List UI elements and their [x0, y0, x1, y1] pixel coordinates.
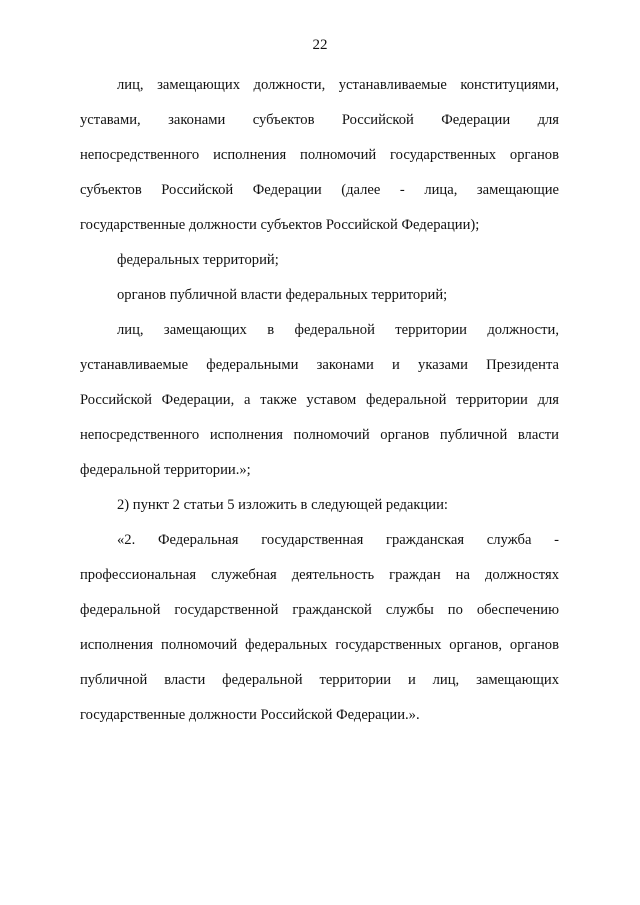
text-line: федеральной территории.»; [80, 462, 251, 478]
text-line: Российской Федерации, а также уставом федеральной территории для [80, 392, 559, 408]
text-line: субъектов Российской Федерации (далее - лица, замещающие [80, 182, 559, 198]
text-line: государственные должности субъектов Российской Федерации); [80, 217, 480, 233]
text-line: лиц, замещающих должности, устанавливаемые конституциями, [117, 77, 559, 93]
text-line: органов публичной власти федеральных территорий; [117, 287, 448, 303]
text-line: публичной власти федеральной территории и лиц, замещающих [80, 672, 559, 688]
text-line: государственные должности Российской Федерации.». [80, 707, 420, 723]
text-line: федеральных территорий; [117, 252, 279, 268]
page-number: 22 [312, 37, 328, 53]
text-line: 2) пункт 2 статьи 5 изложить в следующей редакции: [117, 497, 448, 513]
text-line: исполнения полномочий федеральных государственных органов, органов [80, 637, 559, 653]
text-line: уставами, законами субъектов Российской Федерации для [80, 112, 559, 128]
text-line: федеральной государственной гражданской службы по обеспечению [80, 602, 559, 618]
text-line: устанавливаемые федеральными законами и указами Президента [80, 357, 559, 373]
text-line: профессиональная служебная деятельность граждан на должностях [80, 567, 559, 583]
text-line: лиц, замещающих в федеральной территории должности, [117, 322, 559, 338]
text-line: «2. Федеральная государственная гражданская служба - [117, 532, 559, 548]
text-line: непосредственного исполнения полномочий органов публичной власти [80, 427, 559, 443]
text-line: непосредственного исполнения полномочий государственных органов [80, 147, 559, 163]
